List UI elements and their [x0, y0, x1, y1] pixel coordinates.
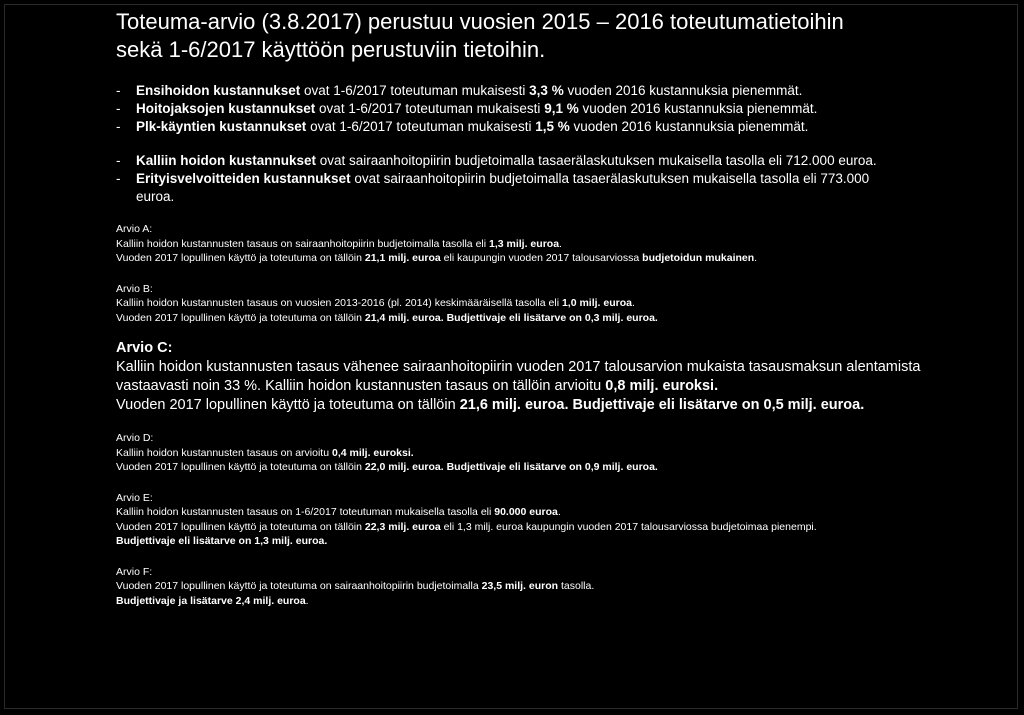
bullet-gap — [116, 136, 1006, 152]
estimate-b: Arvio B: Kalliin hoidon kustannusten tasaus on vuosien 2013-2016 (pl. 2014) keskimääräisellä tasolla eli 1,0 milj. euroa. Vuoden 2017 lopullinen käyttö ja toteutuma on tällöin 21,4 milj. euroa. Budjettivaje eli lisätarve on 0,3 milj. euroa. — [116, 282, 1006, 326]
estimate-e-heading: Arvio E: — [116, 491, 153, 504]
bullet-hoitojaksot: - Hoitojaksojen kustannukset ovat 1-6/2017 toteutuman mukaisesti 9,1 % vuoden 2016 kustannuksia pienemmät. — [116, 101, 818, 116]
estimate-d: Arvio D: Kalliin hoidon kustannusten tasaus on arvioitu 0,4 milj. euroksi. Vuoden 2017 lopullinen käyttö ja toteutuma on tällöin 22,0 milj. euroa. Budjettivaje eli lisätarve on 0,9 milj. euroa. — [116, 431, 1006, 475]
title-line-2: sekä 1-6/2017 käyttöön perustuviin tietoihin. — [116, 37, 546, 62]
estimate-a-heading: Arvio A: — [116, 223, 153, 235]
slide-content — [116, 8, 1006, 608]
slide-title — [116, 8, 1006, 64]
cost-bullets — [116, 82, 1006, 206]
bullet-plk-kaynnit: - Plk-käyntien kustannukset ovat 1-6/2017 toteutuman mukaisesti 1,5 % vuoden 2016 kustannuksia pienemmät. — [116, 119, 809, 134]
estimate-b-heading: Arvio B: — [116, 282, 153, 295]
estimate-a: Arvio A: Kalliin hoidon kustannusten tasaus on sairaanhoitopiirin budjetoimalla tasolla eli 1,3 milj. euroa. Vuoden 2017 lopullinen käyttö ja toteutuma on tällöin 21,1 milj. euroa eli kaupungin vuoden 2017 talousarviossa budjetoidun mukainen. — [116, 222, 1006, 266]
estimate-f: Arvio F: Vuoden 2017 lopullinen käyttö ja toteutuma on sairaanhoitopiirin budjetoimalla 23,5 milj. euron tasolla. Budjettivaje ja lisätarve 2,4 milj. euroa. — [116, 565, 1006, 609]
title-line-1: Toteuma-arvio (3.8.2017) perustuu vuosien 2015 – 2016 toteutumatietoihin — [116, 9, 844, 34]
bullet-kallis-hoito: - Kalliin hoidon kustannukset ovat sairaanhoitopiirin budjetoimalla tasaerälaskutuksen mukaisella tasolla eli 712.000 euroa. — [116, 153, 877, 168]
bullet-erityisvelvoitteet: - Erityisvelvoitteiden kustannukset ovat sairaanhoitopiirin budjetoimalla tasaerälaskutuksen mukaisella tasolla eli 773.000 euroa. — [116, 171, 870, 204]
estimate-c: Arvio C: Kalliin hoidon kustannusten tasaus vähenee sairaanhoitopiirin vuoden 2017 talousarvion mukaista tasausmaksun alentamista vastaavasti noin 33 %. Kalliin hoidon kustannusten tasaus on tällöin arvioitu 0,8 milj. euroksi. Vuoden 2017 lopullinen käyttö ja toteutuma on tällöin 21,6 milj. euroa. Budjettivaje eli lisätarve on 0,5 milj. euroa. — [116, 339, 1006, 415]
estimate-d-heading: Arvio D: — [116, 432, 154, 444]
estimate-e: Arvio E: Kalliin hoidon kustannusten tasaus on 1-6/2017 toteutuman mukaisella tasolla eli 90.000 euroa. Vuoden 2017 lopullinen käyttö ja toteutuma on tällöin 22,3 milj. euroa eli 1,3 milj. euroa kaupungin vuoden 2017 talousarviossa budjetoimaa pienempi. Budjettivaje eli lisätarve on 1,3 milj. euroa. — [116, 491, 1006, 549]
estimate-c-heading: Arvio C: — [116, 340, 173, 356]
estimate-f-heading: Arvio F: — [116, 565, 153, 578]
bullet-ensihoito: - Ensihoidon kustannukset ovat 1-6/2017 toteutuman mukaisesti 3,3 % vuoden 2016 kustannuksia pienemmät. — [116, 83, 803, 98]
